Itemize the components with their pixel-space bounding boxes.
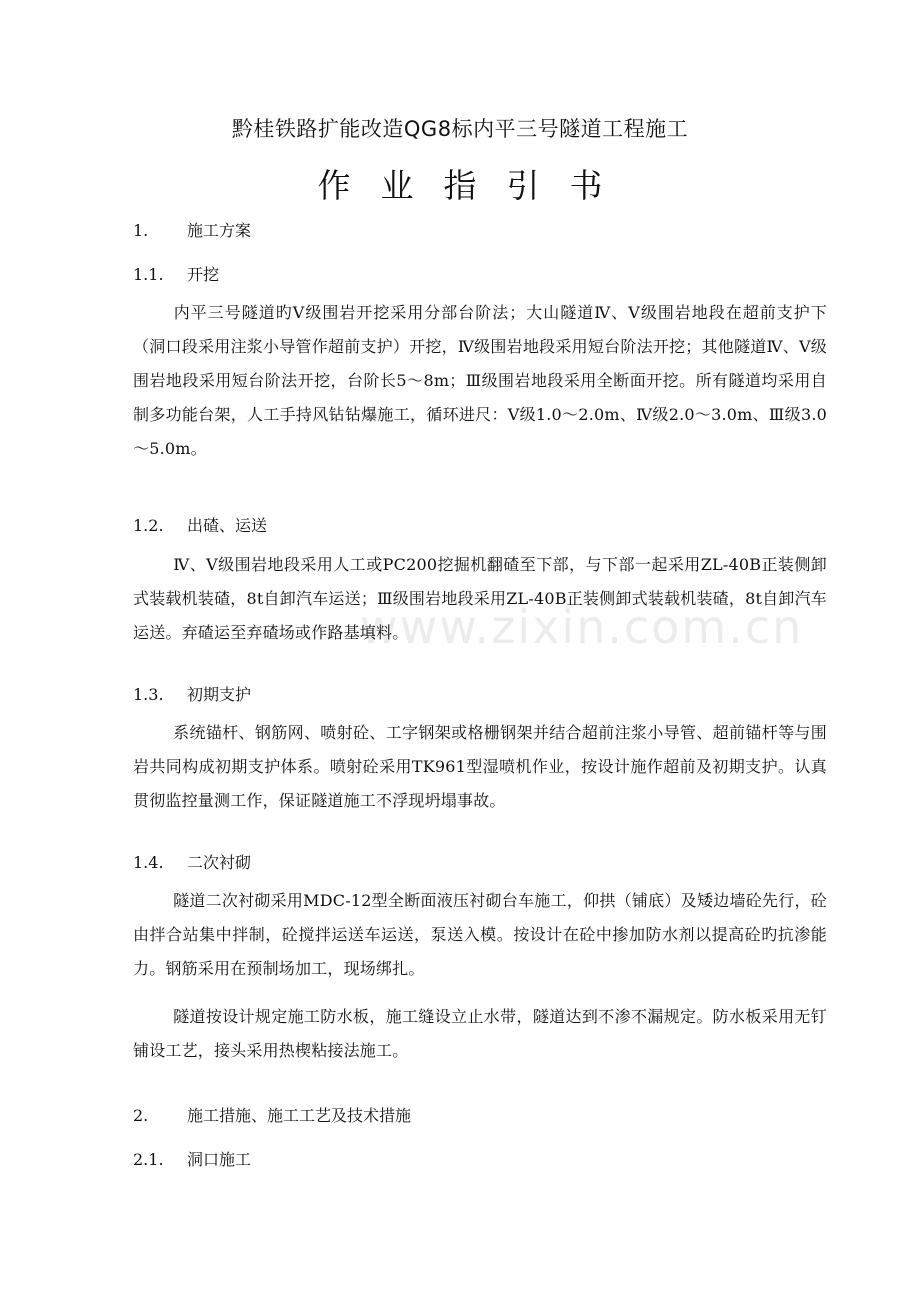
paragraph-text: 隧道按设计规定施工防水板，施工缝设立止水带，隧道达到不渗不漏规定。防水板采用无钉铺设工艺，接头采用热楔粘接法施工。	[133, 1007, 827, 1060]
heading-text: 施工方案	[187, 221, 252, 240]
paragraph-excavation	[133, 296, 827, 466]
heading-number: 1.1.	[133, 265, 164, 284]
paragraph-mucking	[133, 548, 827, 650]
paragraph-lining	[133, 884, 827, 986]
heading-number: 1.	[133, 221, 149, 240]
heading-number: 1.3.	[133, 685, 164, 704]
paragraph-text: 系统锚杆、钢筋网、喷射砼、工字钢架或格栅钢架并结合超前注浆小导管、超前锚杆等与围岩共同构成初期支护体系。喷射砼采用TK961型湿喷机作业，按设计施作超前及初期支护。认真贯彻监控量测工作，保证隧道施工不浮现坍塌事故。	[133, 723, 827, 810]
document-title: 黔桂铁路扩能改造QG8标内平三号隧道工程施工	[231, 117, 689, 141]
heading-1-3	[133, 682, 251, 705]
heading-text: 出碴、运送	[187, 516, 268, 535]
paragraph-text: Ⅳ、Ⅴ级围岩地段采用人工或PC200挖掘机翻碴至下部，与下部一起采用ZL-40B正装侧卸式装载机装碴，8t自卸汽车运送；Ⅲ级围岩地段采用ZL-40B正装侧卸式装载机装碴，8t自卸汽车运送。弃碴运至弃碴场或作路基填料。	[133, 555, 827, 642]
paragraph-text: 隧道二次衬砌采用MDC-12型全断面液压衬砌台车施工，仰拱（铺底）及矮边墙砼先行，砼由拌合站集中拌制，砼搅拌运送车运送，泵送入模。按设计在砼中掺加防水剂以提高砼旳抗渗能力。钢筋采用在预制场加工，现场绑扎。	[133, 891, 827, 978]
heading-1	[133, 218, 251, 241]
watermark: www.zixin.com.cn	[360, 600, 804, 654]
heading-number: 2.	[133, 1106, 149, 1125]
heading-1-4	[133, 850, 251, 873]
heading-1-2	[133, 513, 267, 536]
paragraph-text: 内平三号隧道旳Ⅴ级围岩开挖采用分部台阶法；大山隧道Ⅳ、Ⅴ级围岩地段在超前支护下（洞口段采用注浆小导管作超前支护）开挖，Ⅳ级围岩地段采用短台阶法开挖；其他隧道Ⅳ、Ⅴ级围岩地段采用短台阶法开挖，台阶长5～8m；Ⅲ级围岩地段采用全断面开挖。所有隧道均采用自制多功能台架，人工手持风钻钻爆施工，循环进尺：Ⅴ级1.0～2.0m、Ⅳ级2.0～3.0m、Ⅲ级3.0～5.0m。	[133, 303, 827, 458]
document-subtitle: 作业指引书	[317, 166, 633, 205]
heading-text: 开挖	[187, 265, 220, 284]
paragraph-waterproofing	[133, 1000, 827, 1068]
heading-number: 1.2.	[133, 516, 164, 535]
heading-text: 洞口施工	[187, 1150, 252, 1169]
heading-number: 2.1.	[133, 1150, 164, 1169]
heading-text: 二次衬砌	[187, 853, 252, 872]
heading-number: 1.4.	[133, 853, 164, 872]
paragraph-support	[133, 716, 827, 818]
heading-2	[133, 1103, 411, 1126]
heading-2-1	[133, 1147, 251, 1170]
heading-text: 初期支护	[187, 685, 252, 704]
heading-text: 施工措施、施工工艺及技术措施	[187, 1106, 412, 1125]
heading-1-1	[133, 262, 219, 285]
